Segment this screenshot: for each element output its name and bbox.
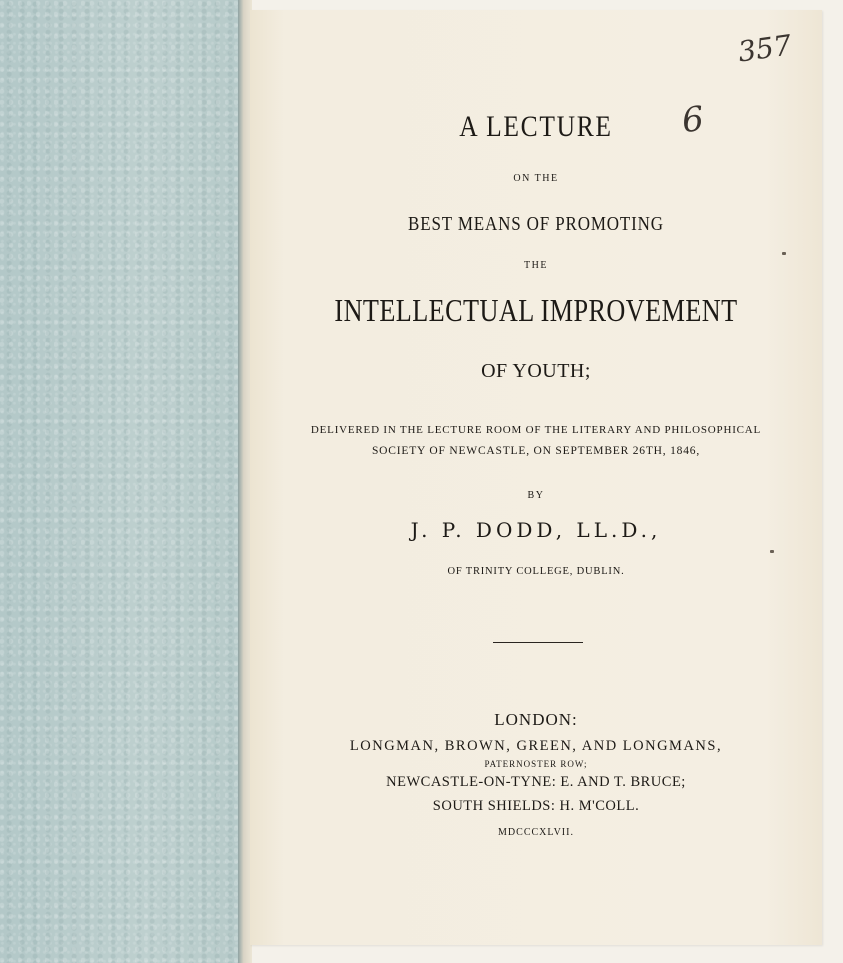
delivered-line-2: SOCIETY OF NEWCASTLE, ON SEPTEMBER 26TH, 1846, — [371, 445, 701, 457]
on-the-line: ON THE — [513, 173, 559, 184]
paper-speck — [782, 252, 786, 255]
by-line: BY — [527, 490, 545, 501]
author-name: J. P. DODD, LL.D., — [410, 518, 662, 542]
handwritten-shelf-number: 357 — [735, 28, 794, 69]
lecture-heading: A LECTURE — [459, 110, 613, 143]
imprint-publisher-2: NEWCASTLE-ON-TYNE: E. AND T. BRUCE; — [386, 774, 686, 790]
title-page — [250, 10, 822, 945]
author-affiliation: OF TRINITY COLLEGE, DUBLIN. — [447, 566, 625, 577]
delivered-line-1: DELIVERED IN THE LECTURE ROOM OF THE LITERARY AND PHILOSOPHICAL — [310, 424, 762, 436]
paper-speck — [770, 550, 774, 553]
imprint-year: MDCCCXLVII. — [498, 827, 574, 838]
the-line: THE — [524, 260, 548, 271]
main-title: INTELLECTUAL IMPROVEMENT — [334, 292, 738, 328]
imprint-city: LONDON: — [494, 710, 578, 729]
marbled-wrapper — [0, 0, 242, 963]
imprint-address: PATERNOSTER ROW; — [484, 759, 588, 769]
divider-rule — [493, 642, 583, 643]
imprint-publisher-1: LONGMAN, BROWN, GREEN, AND LONGMANS, — [349, 738, 723, 754]
imprint-publisher-3: SOUTH SHIELDS: H. M'COLL. — [432, 798, 640, 814]
of-youth-line: OF YOUTH; — [481, 360, 591, 382]
handwritten-mark: 6 — [679, 98, 706, 142]
subtitle-line: BEST MEANS OF PROMOTING — [408, 213, 664, 235]
